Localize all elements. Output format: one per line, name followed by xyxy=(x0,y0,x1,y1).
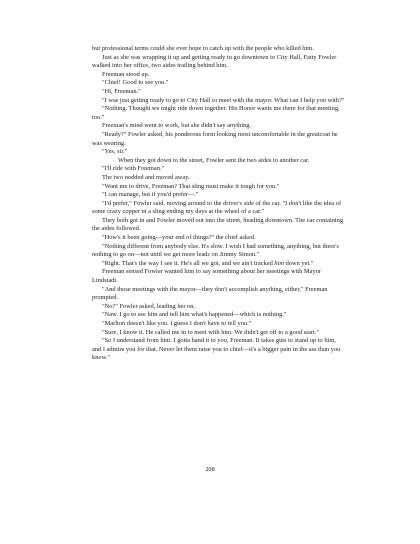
paragraph: "Naw. I go to see him and tell him what's happened—which is nothing." xyxy=(102,311,287,319)
paragraph: "I'll ride with Freeman." xyxy=(102,165,165,173)
paragraph: "I can manage, but if you'd prefer—." xyxy=(102,191,199,199)
paragraph: "Hi, Freeman." xyxy=(102,87,141,95)
paragraph: "So I understand from him. I gotta hand it to you, Freeman. It takes guts to stand up to him, and I admire you for that. Never let them raise you to chief—it's a bigger pain in the ass than you know." xyxy=(92,337,341,362)
paragraph: "Marlton doesn't like you. I guess I don't have to tell you." xyxy=(102,320,252,327)
paragraph: "Nothing. Thought we might ride down together. His Honor wants me there for that meeting, too." xyxy=(92,105,340,121)
paragraph: "Want me to drive, Freeman? That sling must make it tough for you." xyxy=(102,182,280,190)
paragraph: "Right. That's the way I see it. He's all we got, and we ain't tracked him down yet." xyxy=(102,259,314,267)
paragraph: "And those meetings with the mayor—they don't accomplish anything, either," Freeman prompted. xyxy=(92,285,328,302)
paragraph: "How's it been going—your end of things?" the chief asked. xyxy=(102,234,256,242)
body-text xyxy=(92,45,345,363)
paragraph: When they got down to the street, Fowler sent the two aides to another car. xyxy=(118,156,310,164)
paragraph: "I was just getting ready to go to City Hall to meet with the mayor. What can I help you with?" xyxy=(102,96,345,104)
paragraph: "I'd prefer," Fowler said, moving around to the driver's side of the car. "I don't like the idea of some crazy copper in a sling ending my days at the wheel of a car." xyxy=(92,199,342,216)
paragraph: Freeman's mind went to work, but she didn't say anything. xyxy=(102,122,252,130)
page-number: 208 xyxy=(205,466,215,473)
paragraph: but professional terms could she ever hope to catch up with the people who killed him. xyxy=(92,45,314,52)
paragraph: "No?" Fowler asked, leading her on. xyxy=(102,302,196,310)
paragraph: "Nothing different from anybody else. It's slow. I wish I had something, anything, but there's nothing to go on—not until we get more leads on Jimmy Simon." xyxy=(92,242,339,259)
paragraph: "Chief! Good to see you." xyxy=(102,79,169,87)
paragraph: "Ready?" Fowler asked, his ponderous form looking most uncomfortable in the greatcoat he was wearing. xyxy=(92,130,338,147)
paragraph: "Sure, I know it. He called me in to meet with him. We didn't get off to a good start." xyxy=(102,328,319,336)
paragraph: Freeman stood up. xyxy=(102,70,150,78)
paragraph: Freeman sensed Fowler wanted him to say something about her meetings with Mayor Lindstadt. xyxy=(92,268,322,285)
paragraph: The two nodded and moved away. xyxy=(102,173,190,181)
paragraph: Just as she was wrapping it up and getting ready to go downtown to City Hall, Fatty Fowler walked into her office, two aides trailing behind him. xyxy=(92,53,337,70)
paragraph: They both got in and Fowler moved out into the street, heading downtown. The car containing the aides followed. xyxy=(92,216,344,233)
paragraph: "Yes, sir." xyxy=(102,148,128,156)
